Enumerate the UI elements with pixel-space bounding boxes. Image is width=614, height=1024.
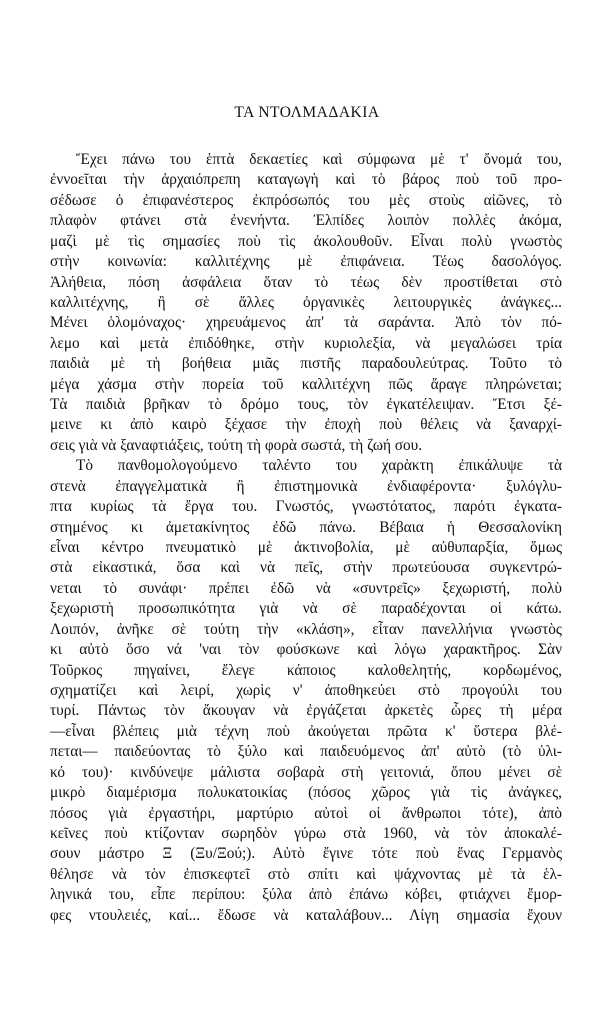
text-line: μέγα χάσμα στὴν πορεία τοῦ καλλιτέχνη πῶς ἄραγε πληρώνεται; [50, 375, 562, 393]
text-line: στενὰ ἐπαγγελματικὰ ἢ ἐπιστημονικὰ ἐνδιαφέροντα· ξυλόγλυ- [50, 477, 562, 495]
text-line: κεῖνες ποὺ κτίζονταν σωρηδὸν γύρω στὰ 1960, νὰ τὸν ἀποκαλέ- [50, 824, 562, 842]
text-line: τυρί. Πάντως τὸν ἄκουγαν νὰ ἐργάζεται ἀρκετὲς ὧρες τὴ μέρα [50, 702, 562, 720]
text-line: Τοῦρκος πηγαίνει, ἔλεγε κάποιος καλοθελητής, κορδωμένος, [50, 661, 562, 679]
text-line: πόσος γιὰ ἐργαστήρι, μαρτύριο αὐτοὶ οἱ ἄνθρωποι τότε), ἀπὸ [50, 804, 562, 822]
text-line: λεμο καὶ μετὰ ἐπιδόθηκε, στὴν κυριολεξία, νὰ μεγαλώσει τρία [50, 334, 562, 352]
text-line: ληνικά του, εἶπε περίπου: ξύλα ἀπὸ ἐπάνω κόβει, φτιάχνει ἔμορ- [50, 886, 562, 904]
text-line: εἶναι κέντρο πνευματικὸ μὲ ἀκτινοβολία, μὲ αὐθυπαρξία, ὅμως [50, 539, 562, 557]
text-line: στὰ εἰκαστικά, ὅσα καὶ νὰ πεῖς, στὴν πρωτεύουσα συγκεντρώ- [50, 559, 562, 577]
text-line: μεινε κι ἀπὸ καιρὸ ξέχασε τὴν ἐποχὴ ποὺ θέλεις νὰ ξαναρχί- [50, 416, 562, 434]
text-line: νεται τὸ συνάφι· πρέπει ἐδῶ νὰ «συντρεῖς» ξεχωριστή, πολὺ [50, 579, 562, 597]
text-line: σεις γιὰ νὰ ξαναφτιάξεις, τούτη τὴ φορὰ σωστά, τὴ ζωή σου. [50, 436, 423, 454]
text-line: μικρὸ διαμέρισμα πολυκατοικίας (πόσος χῶρος γιὰ τὶς ἀνάγκες, [50, 784, 562, 802]
text-line: πλαφὸν φτάνει στὰ ἐνενήντα. Ἐλπίδες λοιπὸν πολλὲς ἀκόμα, [50, 212, 562, 230]
text-line: κό του)· κινδύνεψε μάλιστα σοβαρὰ στὴ γειτονιά, ὅπου μένει σὲ [50, 763, 562, 781]
text-line: πτα κυρίως τὰ ἔργα του. Γνωστός, γνωστότατος, παρότι ἐγκατα- [50, 498, 562, 516]
text-line: —εἶναι βλέπεις μιὰ τέχνη ποὺ ἀκούγεται πρῶτα κ' ὕστερα βλέ- [50, 722, 562, 740]
text-line: στημένος κι ἀμετακίνητος ἐδῶ πάνω. Βέβαια ἡ Θεσσαλονίκη [50, 518, 562, 536]
text-line: παιδιὰ μὲ τὴ βοήθεια μιᾶς πιστῆς παραδουλεύτρας. Τοῦτο τὸ [50, 355, 562, 373]
text-line: πεται— παιδεύοντας τὸ ξύλο καὶ παιδευόμενος ἀπ' αὐτὸ (τὸ ὑλι- [50, 743, 562, 761]
text-line: σουν μάστρο Ξ (Ξυ/Ξού;). Αὐτὸ ἔγινε τότε ποὺ ἕνας Γερμανὸς [50, 845, 562, 863]
chapter-title: ΤΑ ΝΤΟΛΜΑΔΑΚΙΑ [234, 104, 380, 121]
text-line: Μένει ὁλομόναχος· χηρευάμενος ἀπ' τὰ σαράντα. Ἀπὸ τὸν πό- [50, 314, 562, 332]
text-line: Ἀλήθεια, πόση ἀσφάλεια ὅταν τὸ τέως δὲν προστίθεται στὸ [50, 273, 562, 291]
text-line: ξεχωριστὴ προσωπικότητα γιὰ νὰ σὲ παραδέχονται οἱ κάτω. [50, 600, 562, 618]
text-line: Τὰ παιδιὰ βρῆκαν τὸ δρόμο τους, τὸν ἐγκατέλειψαν. Ἔτσι ξέ- [50, 396, 562, 414]
text-line: σχηματίζει καὶ λειρί, χωρὶς ν' ἀποθηκεύει στὸ προγούλι του [50, 681, 562, 699]
text-line: θέλησε νὰ τὸν ἐπισκεφτεῖ στὸ σπίτι καὶ ψάχνοντας μὲ τὰ ἑλ- [50, 865, 562, 883]
text-line: Ἔχει πάνω του ἑπτὰ δεκαετίες καὶ σύμφωνα μὲ τ' ὄνομά του, [76, 151, 562, 168]
text-line: Λοιπόν, ἀνῆκε σὲ τούτη τὴν «κλάση», εἶταν πανελλήνια γνωστὸς [50, 620, 562, 638]
text-line: καλλιτέχνης, ἢ σὲ ἄλλες ὀργανικὲς λειτουργικὲς ἀνάγκες... [50, 293, 562, 311]
text-line: μαζὶ μὲ τὶς σημασίες ποὺ τὶς ἀκολουθοῦν. Εἶναι πολὺ γνωστὸς [50, 232, 562, 250]
text-line: Τὸ πανθομολογούμενο ταλέντο του χαρὰκτη ἐπικάλυψε τὰ [76, 457, 562, 475]
text-line: στὴν κοινωνία: καλλιτέχνης μὲ ἐπιφάνεια. Τέως δασολόγος. [50, 253, 562, 271]
text-line: ἐννοεῖται τὴν ἀρχαιόπρεπη καταγωγὴ καὶ τὸ βάρος ποὺ τοῦ προ- [50, 171, 562, 189]
text-line: φες ντουλειές, καί... ἔδωσε νὰ καταλάβουν... Λίγη σημασία ἔχουν [50, 906, 562, 924]
text-line: κι αὐτὸ ὅσο νά 'ναι τὸν φούσκωνε καὶ λόγω χαρακτῆρος. Σὰν [50, 641, 562, 659]
body-text [50, 150, 562, 926]
text-line: σέδωσε ὁ ἐπιφανέστερος ἐκπρόσωπός του μὲς στοὺς αἰῶνες, τὸ [50, 191, 562, 209]
